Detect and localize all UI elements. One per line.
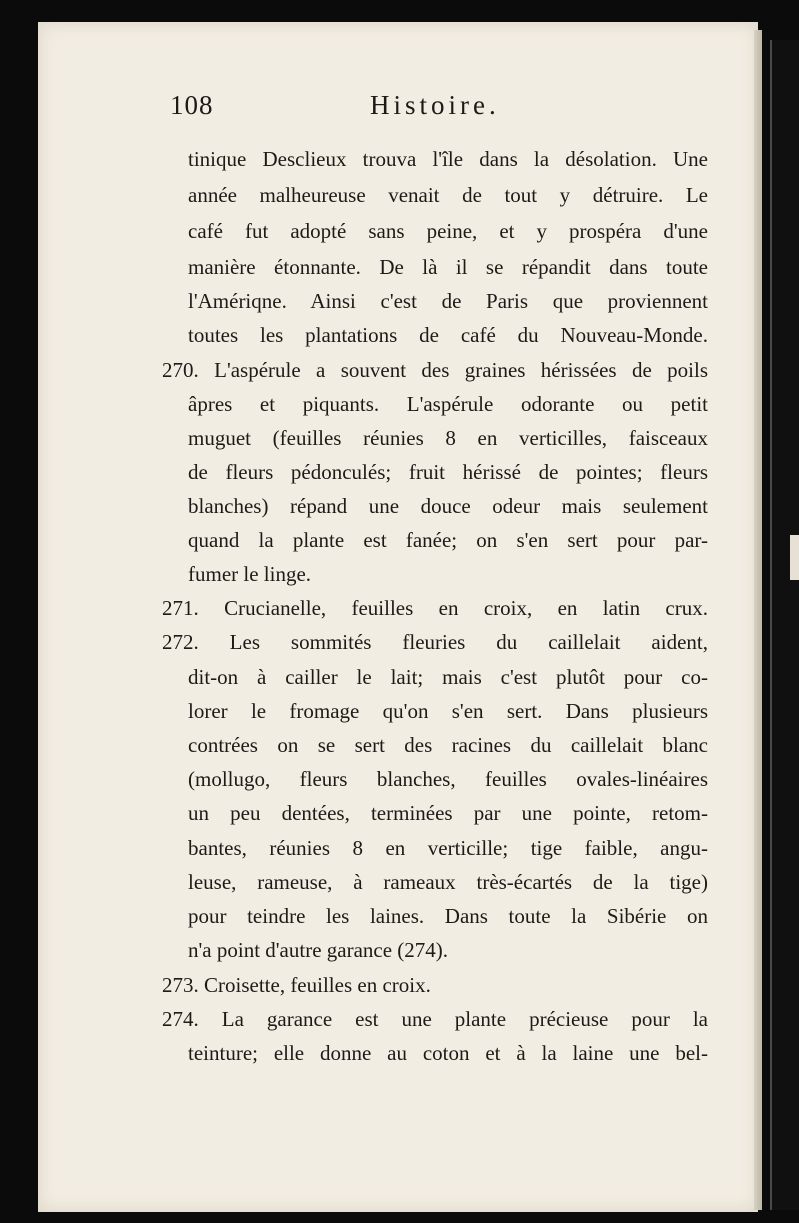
text-line: n'a point d'autre garance (274). (188, 938, 449, 962)
text-line: manière étonnante. De là il se répandit dans toute (188, 255, 708, 279)
page-edge (754, 30, 762, 1210)
text-line: 270. L'aspérule a souvent des graines hérissées de poils (162, 358, 708, 382)
text-line: 273. Croisette, feuilles en croix. (162, 973, 431, 997)
running-head: Histoire. (370, 90, 500, 120)
text-line: année malheureuse venait de tout y détruire. Le (188, 183, 708, 207)
text-line: lorer le fromage qu'on s'en sert. Dans plusieurs (188, 699, 708, 723)
text-line: fumer le linge. (188, 562, 312, 586)
text-line: dit-on à cailler le lait; mais c'est plutôt pour co- (188, 665, 708, 689)
text-line: muguet (feuilles réunies 8 en verticilles, faisceaux (188, 426, 708, 450)
text-line: 271. Crucianelle, feuilles en croix, en latin crux. (162, 596, 708, 620)
text-line: bantes, réunies 8 en verticille; tige faible, angu- (188, 836, 708, 860)
facing-page-edge (770, 40, 799, 1210)
text-line: 274. La garance est une plante précieuse pour la (162, 1007, 708, 1031)
text-line: (mollugo, fleurs blanches, feuilles ovales-linéaires (188, 767, 708, 791)
text-line: contrées on se sert des racines du caillelait blanc (188, 733, 708, 757)
text-line: de fleurs pédonculés; fruit hérissé de pointes; fleurs (188, 460, 708, 484)
text-line: un peu dentées, terminées par une pointe, retom- (188, 801, 708, 825)
text-line: teinture; elle donne au coton et à la laine une bel- (188, 1041, 708, 1065)
text-line: blanches) répand une douce odeur mais seulement (188, 494, 708, 518)
text-line: café fut adopté sans peine, et y prospéra d'une (188, 219, 708, 243)
page-header (170, 90, 710, 126)
text-line: âpres et piquants. L'aspérule odorante ou petit (188, 392, 708, 416)
text-line: quand la plante est fanée; on s'en sert pour par- (188, 528, 708, 552)
text-line: leuse, rameuse, à rameaux très-écartés de la tige) (188, 870, 708, 894)
text-line: pour teindre les laines. Dans toute la Sibérie on (188, 904, 708, 928)
text-line: toutes les plantations de café du Nouveau-Monde. (188, 323, 708, 347)
text-line: 272. Les sommités fleuries du caillelait aident, (162, 630, 708, 654)
text-line: tinique Desclieux trouva l'île dans la désolation. Une (188, 147, 708, 171)
page-number: 108 (170, 90, 214, 120)
page-tab-mark (790, 535, 799, 580)
text-line: l'Amériqne. Ainsi c'est de Paris que proviennent (188, 289, 708, 313)
